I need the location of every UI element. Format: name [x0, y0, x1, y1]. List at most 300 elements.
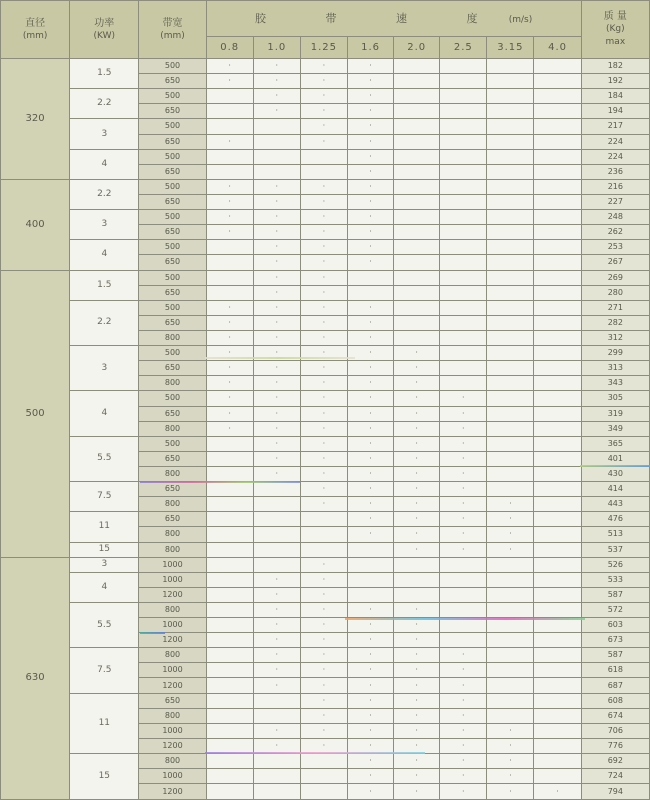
speed-cell: · [300, 315, 347, 330]
mass-cell: 269 [581, 270, 649, 285]
mass-cell: 776 [581, 738, 649, 753]
speed-cell [487, 89, 534, 104]
mass-cell: 262 [581, 225, 649, 240]
speed-cell [206, 451, 253, 466]
speed-cell [206, 497, 253, 512]
speed-cell [534, 602, 581, 617]
diameter-cell: 400 [1, 179, 70, 270]
speed-cell: · [347, 74, 393, 89]
width-cell: 500 [139, 300, 206, 315]
speed-cell: · [253, 240, 300, 255]
speed-cell [206, 572, 253, 587]
mass-cell: 587 [581, 648, 649, 663]
speed-cell: · [206, 194, 253, 209]
speed-cell [487, 436, 534, 451]
speed-cell: · [300, 179, 347, 194]
speed-cell: · [347, 497, 393, 512]
width-cell: 650 [139, 74, 206, 89]
speed-cell: · [347, 255, 393, 270]
speed-cell [206, 769, 253, 784]
speed-cell: · [300, 330, 347, 345]
speed-cell [487, 708, 534, 723]
mass-cell: 724 [581, 769, 649, 784]
speed-cell: · [253, 270, 300, 285]
speed-cell: · [487, 542, 534, 557]
speed-header: 1.6 [347, 37, 393, 59]
speed-cell: · [394, 497, 440, 512]
width-cell: 650 [139, 164, 206, 179]
speed-cell [534, 119, 581, 134]
speed-cell: · [347, 466, 393, 481]
speed-cell: · [253, 361, 300, 376]
speed-cell [440, 557, 487, 572]
speed-cell [534, 557, 581, 572]
speed-cell [206, 708, 253, 723]
mass-cell: 224 [581, 149, 649, 164]
speed-header: 0.8 [206, 37, 253, 59]
speed-cell: · [253, 255, 300, 270]
speed-cell [300, 542, 347, 557]
width-cell: 1000 [139, 663, 206, 678]
speed-cell: · [206, 300, 253, 315]
table-row [1, 602, 650, 617]
speed-cell: · [347, 784, 393, 800]
speed-cell: · [394, 663, 440, 678]
speed-cell: · [394, 723, 440, 738]
speed-cell: · [253, 406, 300, 421]
speed-cell: · [347, 512, 393, 527]
speed-cell [253, 708, 300, 723]
width-cell: 650 [139, 451, 206, 466]
table-row [1, 572, 650, 587]
power-cell: 11 [70, 512, 139, 542]
speed-cell [440, 376, 487, 391]
width-cell: 650 [139, 285, 206, 300]
speed-cell: · [206, 179, 253, 194]
speed-cell [440, 225, 487, 240]
width-cell: 500 [139, 436, 206, 451]
speed-cell [206, 738, 253, 753]
speed-cell [440, 270, 487, 285]
speed-cell: · [253, 602, 300, 617]
speed-cell [534, 330, 581, 345]
speed-cell: · [300, 557, 347, 572]
mass-cell: 687 [581, 678, 649, 693]
header-speed-title: 胶 带 速 度 [255, 11, 506, 25]
speed-cell [487, 270, 534, 285]
speed-cell: · [394, 482, 440, 497]
speed-cell [487, 663, 534, 678]
mass-cell: 706 [581, 723, 649, 738]
mass-cell: 217 [581, 119, 649, 134]
header-speed [206, 1, 581, 37]
speed-cell: · [300, 602, 347, 617]
speed-cell [394, 270, 440, 285]
header-speed-unit: (m/s) [508, 14, 533, 25]
speed-cell [253, 119, 300, 134]
speed-cell [394, 134, 440, 149]
width-cell: 500 [139, 391, 206, 406]
speed-cell: · [253, 315, 300, 330]
speed-cell [206, 512, 253, 527]
mass-cell: 305 [581, 391, 649, 406]
speed-cell [394, 104, 440, 119]
header-mass [581, 1, 649, 59]
mass-cell: 537 [581, 542, 649, 557]
speed-cell: · [487, 754, 534, 769]
speed-cell [206, 618, 253, 633]
speed-cell [206, 663, 253, 678]
speed-cell [440, 285, 487, 300]
speed-cell [394, 557, 440, 572]
speed-header: 1.25 [300, 37, 347, 59]
speed-cell: · [347, 618, 393, 633]
speed-cell: · [300, 225, 347, 240]
speed-cell [487, 149, 534, 164]
speed-cell: · [253, 104, 300, 119]
speed-cell [440, 330, 487, 345]
width-cell: 800 [139, 376, 206, 391]
speed-cell: · [300, 587, 347, 602]
table-row [1, 179, 650, 194]
mass-cell: 430 [581, 466, 649, 481]
speed-cell: · [300, 406, 347, 421]
width-cell: 1000 [139, 618, 206, 633]
width-cell: 650 [139, 104, 206, 119]
table-body [1, 59, 650, 800]
width-cell: 500 [139, 346, 206, 361]
width-cell: 500 [139, 179, 206, 194]
speed-cell: · [253, 663, 300, 678]
speed-cell [394, 572, 440, 587]
speed-cell [534, 769, 581, 784]
width-cell: 1000 [139, 723, 206, 738]
speed-cell [440, 300, 487, 315]
speed-cell: · [440, 542, 487, 557]
speed-cell [534, 149, 581, 164]
speed-cell [534, 255, 581, 270]
speed-cell [487, 210, 534, 225]
speed-cell [206, 602, 253, 617]
speed-cell [300, 784, 347, 800]
speed-cell [440, 572, 487, 587]
header-diameter-unit: (mm) [22, 30, 48, 41]
speed-cell [534, 240, 581, 255]
speed-header: 3.15 [487, 37, 534, 59]
speed-cell [440, 179, 487, 194]
speed-cell [534, 376, 581, 391]
speed-cell: · [440, 708, 487, 723]
speed-cell: · [487, 738, 534, 753]
speed-cell: · [347, 89, 393, 104]
power-cell: 11 [70, 693, 139, 753]
speed-cell: · [347, 436, 393, 451]
table-row [1, 754, 650, 769]
speed-cell [394, 225, 440, 240]
speed-cell [534, 74, 581, 89]
table-row [1, 59, 650, 74]
mass-cell: 282 [581, 315, 649, 330]
header-mass-unit: (Kg) [606, 24, 625, 34]
speed-cell: · [394, 391, 440, 406]
power-cell: 2.2 [70, 300, 139, 345]
speed-cell: · [394, 361, 440, 376]
speed-cell [206, 466, 253, 481]
speed-cell: · [394, 512, 440, 527]
speed-cell: · [487, 723, 534, 738]
width-cell: 650 [139, 512, 206, 527]
speed-cell [394, 300, 440, 315]
speed-cell [300, 512, 347, 527]
speed-cell: · [206, 315, 253, 330]
width-cell: 650 [139, 406, 206, 421]
speed-cell [253, 512, 300, 527]
speed-cell [487, 315, 534, 330]
speed-cell [440, 361, 487, 376]
speed-cell: · [394, 451, 440, 466]
speed-cell [487, 255, 534, 270]
speed-cell [394, 240, 440, 255]
width-cell: 800 [139, 754, 206, 769]
speed-cell [534, 361, 581, 376]
speed-cell [487, 300, 534, 315]
speed-cell: · [440, 466, 487, 481]
speed-cell: · [394, 678, 440, 693]
speed-cell [487, 421, 534, 436]
speed-cell [300, 769, 347, 784]
speed-cell: · [300, 210, 347, 225]
speed-cell: · [206, 74, 253, 89]
speed-cell [394, 285, 440, 300]
speed-cell: · [394, 406, 440, 421]
speed-cell: · [253, 648, 300, 663]
width-cell: 1000 [139, 572, 206, 587]
speed-cell: · [347, 421, 393, 436]
power-cell: 4 [70, 391, 139, 436]
speed-cell [534, 527, 581, 542]
speed-cell [300, 754, 347, 769]
speed-cell [440, 149, 487, 164]
speed-cell [534, 708, 581, 723]
header-mass-label: 质 量 [603, 11, 627, 22]
speed-cell [206, 240, 253, 255]
mass-cell: 794 [581, 784, 649, 800]
speed-cell [253, 482, 300, 497]
speed-cell [300, 164, 347, 179]
mass-cell: 618 [581, 663, 649, 678]
speed-cell [534, 633, 581, 648]
speed-cell [534, 693, 581, 708]
power-cell: 1.5 [70, 270, 139, 300]
table-row [1, 300, 650, 315]
speed-cell [534, 270, 581, 285]
mass-cell: 271 [581, 300, 649, 315]
speed-cell [487, 119, 534, 134]
speed-cell: · [347, 210, 393, 225]
speed-cell [534, 164, 581, 179]
speed-cell [534, 194, 581, 209]
speed-cell: · [347, 240, 393, 255]
speed-cell: · [300, 376, 347, 391]
speed-cell: · [253, 89, 300, 104]
speed-cell: · [253, 391, 300, 406]
power-cell: 1.5 [70, 59, 139, 89]
speed-cell [534, 482, 581, 497]
mass-cell: 216 [581, 179, 649, 194]
speed-cell [487, 194, 534, 209]
speed-cell [440, 74, 487, 89]
speed-cell: · [253, 466, 300, 481]
mass-cell: 194 [581, 104, 649, 119]
speed-cell: · [394, 527, 440, 542]
speed-cell [253, 164, 300, 179]
speed-cell: · [300, 451, 347, 466]
speed-cell [394, 194, 440, 209]
header-diameter-label: 直径 [25, 17, 46, 29]
speed-cell [440, 164, 487, 179]
speed-cell [487, 330, 534, 345]
speed-cell: · [440, 678, 487, 693]
speed-cell: · [440, 663, 487, 678]
width-cell: 800 [139, 542, 206, 557]
mass-cell: 692 [581, 754, 649, 769]
speed-cell [206, 119, 253, 134]
speed-cell: · [206, 421, 253, 436]
header-width-label: 带宽 [162, 17, 183, 29]
speed-cell: · [300, 59, 347, 74]
speed-cell [394, 59, 440, 74]
speed-cell [206, 784, 253, 800]
power-cell: 5.5 [70, 436, 139, 481]
speed-cell: · [300, 421, 347, 436]
mass-cell: 299 [581, 346, 649, 361]
speed-cell [206, 587, 253, 602]
mass-cell: 248 [581, 210, 649, 225]
speed-cell [487, 587, 534, 602]
speed-cell [534, 391, 581, 406]
table-row [1, 557, 650, 572]
speed-cell: · [253, 618, 300, 633]
speed-cell: · [534, 784, 581, 800]
mass-cell: 401 [581, 451, 649, 466]
speed-cell: · [347, 149, 393, 164]
speed-cell [300, 527, 347, 542]
speed-cell: · [347, 769, 393, 784]
speed-cell [534, 59, 581, 74]
width-cell: 800 [139, 708, 206, 723]
speed-cell [534, 406, 581, 421]
speed-cell: · [300, 255, 347, 270]
speed-cell [534, 618, 581, 633]
speed-cell: · [300, 572, 347, 587]
speed-cell [487, 633, 534, 648]
speed-cell [534, 572, 581, 587]
speed-cell: · [253, 194, 300, 209]
speed-cell: · [253, 587, 300, 602]
speed-cell: · [300, 618, 347, 633]
mass-cell: 253 [581, 240, 649, 255]
mass-cell: 192 [581, 74, 649, 89]
speed-cell: · [347, 678, 393, 693]
speed-cell [534, 648, 581, 663]
mass-cell: 224 [581, 134, 649, 149]
header-mass-note: max [605, 37, 626, 47]
width-cell: 500 [139, 270, 206, 285]
width-cell: 800 [139, 527, 206, 542]
diameter-cell: 320 [1, 59, 70, 180]
speed-cell [487, 361, 534, 376]
table-row [1, 149, 650, 164]
power-cell: 3 [70, 346, 139, 391]
speed-cell [487, 346, 534, 361]
speed-cell: · [347, 754, 393, 769]
power-cell: 3 [70, 119, 139, 149]
speed-cell [206, 270, 253, 285]
width-cell: 500 [139, 89, 206, 104]
speed-cell [440, 618, 487, 633]
table-row [1, 512, 650, 527]
speed-cell: · [394, 693, 440, 708]
speed-cell [487, 240, 534, 255]
speed-cell: · [394, 769, 440, 784]
speed-cell [347, 557, 393, 572]
speed-cell: · [440, 738, 487, 753]
width-cell: 1200 [139, 678, 206, 693]
speed-cell [534, 225, 581, 240]
speed-cell: · [300, 466, 347, 481]
speed-cell: · [300, 74, 347, 89]
speed-cell: · [253, 738, 300, 753]
speed-cell [394, 89, 440, 104]
speed-cell: · [300, 633, 347, 648]
speed-cell [206, 255, 253, 270]
speed-cell [253, 693, 300, 708]
speed-header: 2.5 [440, 37, 487, 59]
speed-cell: · [206, 346, 253, 361]
speed-cell [534, 89, 581, 104]
table-row [1, 436, 650, 451]
speed-cell: · [347, 738, 393, 753]
power-cell: 15 [70, 754, 139, 800]
speed-cell: · [394, 421, 440, 436]
mass-cell: 526 [581, 557, 649, 572]
mass-cell: 572 [581, 602, 649, 617]
speed-cell [440, 255, 487, 270]
header-power-label: 功率 [94, 17, 115, 29]
power-cell: 4 [70, 149, 139, 179]
speed-cell: · [394, 784, 440, 800]
speed-cell: · [253, 346, 300, 361]
speed-cell: · [347, 164, 393, 179]
header-power-unit: (KW) [93, 30, 116, 41]
speed-cell: · [253, 210, 300, 225]
speed-cell [534, 723, 581, 738]
power-cell: 3 [70, 210, 139, 240]
table-row [1, 391, 650, 406]
speed-cell: · [487, 512, 534, 527]
speed-cell [534, 134, 581, 149]
power-cell: 4 [70, 240, 139, 270]
speed-cell [487, 451, 534, 466]
speed-cell [253, 542, 300, 557]
speed-cell: · [300, 104, 347, 119]
speed-cell: · [347, 330, 393, 345]
speed-cell: · [347, 104, 393, 119]
speed-cell [534, 421, 581, 436]
speed-cell [487, 74, 534, 89]
speed-cell [206, 149, 253, 164]
speed-cell [206, 693, 253, 708]
